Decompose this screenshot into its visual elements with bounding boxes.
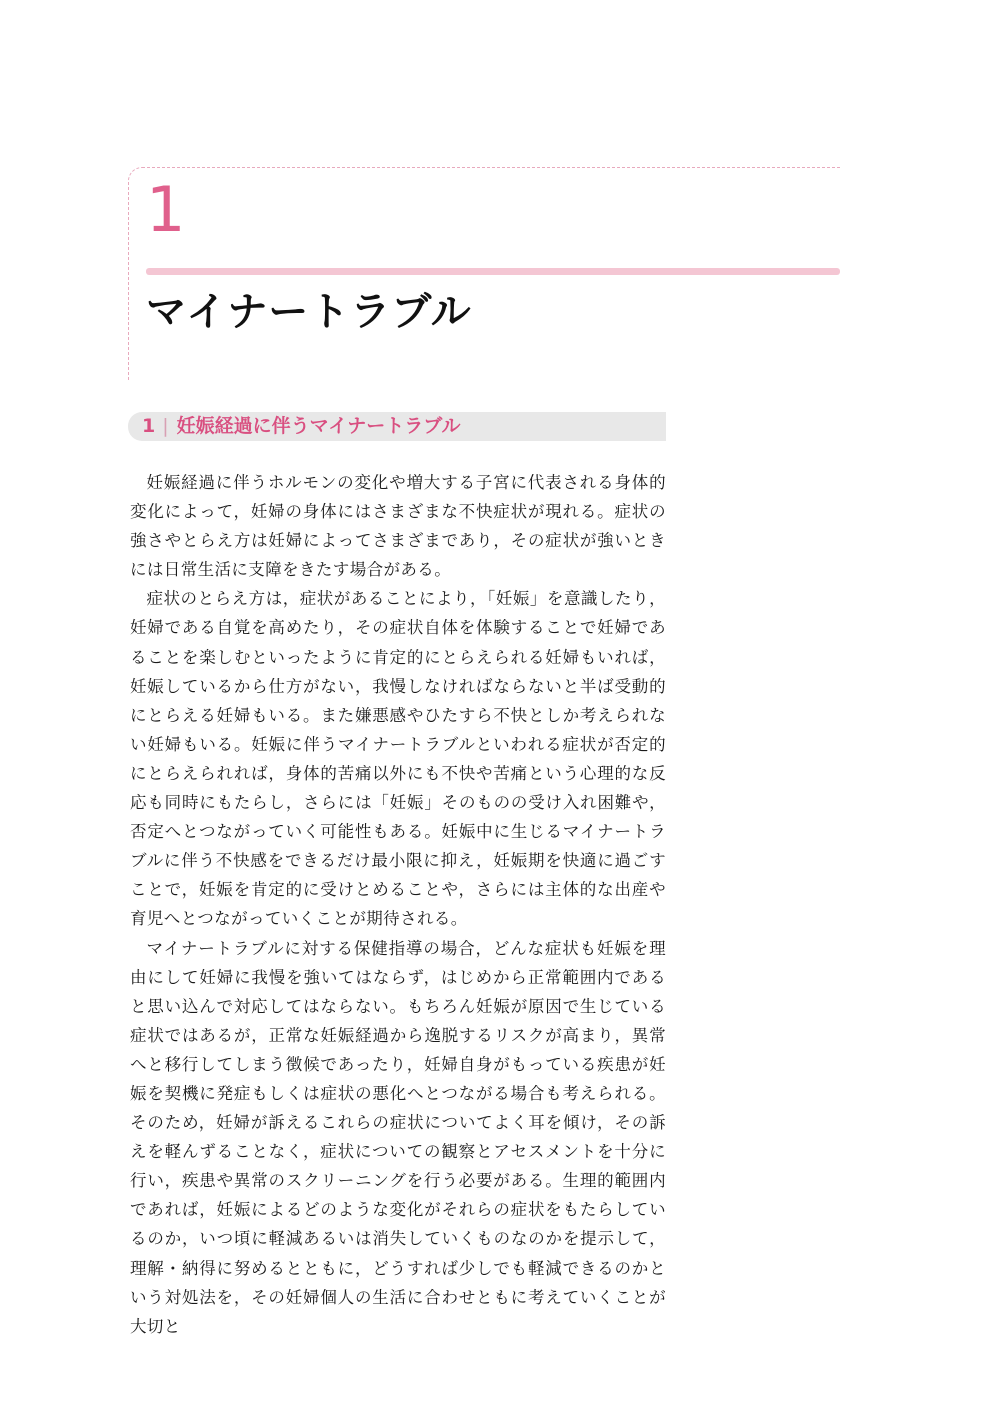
section-separator: | bbox=[162, 415, 169, 437]
chapter-title: マイナートラブル bbox=[146, 289, 472, 335]
chapter-title-rule bbox=[146, 268, 840, 275]
section-number: 1 bbox=[142, 415, 156, 437]
body-text bbox=[130, 468, 666, 1341]
chapter-number: 1 bbox=[146, 173, 186, 246]
paragraph: 症状のとらえ方は，症状があることにより，「妊娠」を意識したり，妊婦である自覚を高めたり，その症状自体を体験することで妊婦であることを楽しむといったように肯定的にとらえられる妊婦もいれば，妊娠しているから仕方がない，我慢しなければならないと半ば受動的にとらえる妊婦もいる。また嫌悪感やひたすら不快としか考えられない妊婦もいる。妊娠に伴うマイナートラブルといわれる症状が否定的にとらえられれば，身体的苦痛以外にも不快や苦痛という心理的な反応も同時にもたらし，さらには「妊娠」そのものの受け入れ困難や，否定へとつながっていく可能性もある。妊娠中に生じるマイナートラブルに伴う不快感をできるだけ最小限に抑え，妊娠期を快適に過ごすことで，妊娠を肯定的に受けとめることや，さらには主体的な出産や育児へとつながっていくことが期待される。 bbox=[130, 589, 666, 929]
section-title: 妊娠経過に伴うマイナートラブル bbox=[176, 415, 461, 437]
paragraph: マイナートラブルに対する保健指導の場合，どんな症状も妊娠を理由にして妊婦に我慢を強いてはならず，はじめから正常範囲内であると思い込んで対応してはならない。もちろん妊娠が原因で生じている症状ではあるが，正常な妊娠経過から逸脱するリスクが高まり，異常へと移行してしまう徴候であったり，妊婦自身がもっている疾患が妊娠を契機に発症もしくは症状の悪化へとつながる場合も考えられる。そのため，妊婦が訴えるこれらの症状についてよく耳を傾け，その訴えを軽んずることなく，症状についての観察とアセスメントを十分に行い，疾患や異常のスクリーニングを行う必要がある。生理的範囲内であれば，妊娠によるどのような変化がそれらの症状をもたらしているのか，いつ頃に軽減あるいは消失していくものなのかを提示して，理解・納得に努めるとともに，どうすれば少しでも軽減できるのかという対処法を，その妊婦個人の生活に合わせともに考えていくことが大切と bbox=[130, 938, 666, 1336]
paragraph: 妊娠経過に伴うホルモンの変化や増大する子宮に代表される身体的変化によって，妊婦の身体にはさまざまな不快症状が現れる。症状の強さやとらえ方は妊婦によってさまざまであり，その症状が強いときには日常生活に支障をきたす場合がある。 bbox=[130, 473, 666, 580]
section-heading bbox=[128, 412, 666, 441]
